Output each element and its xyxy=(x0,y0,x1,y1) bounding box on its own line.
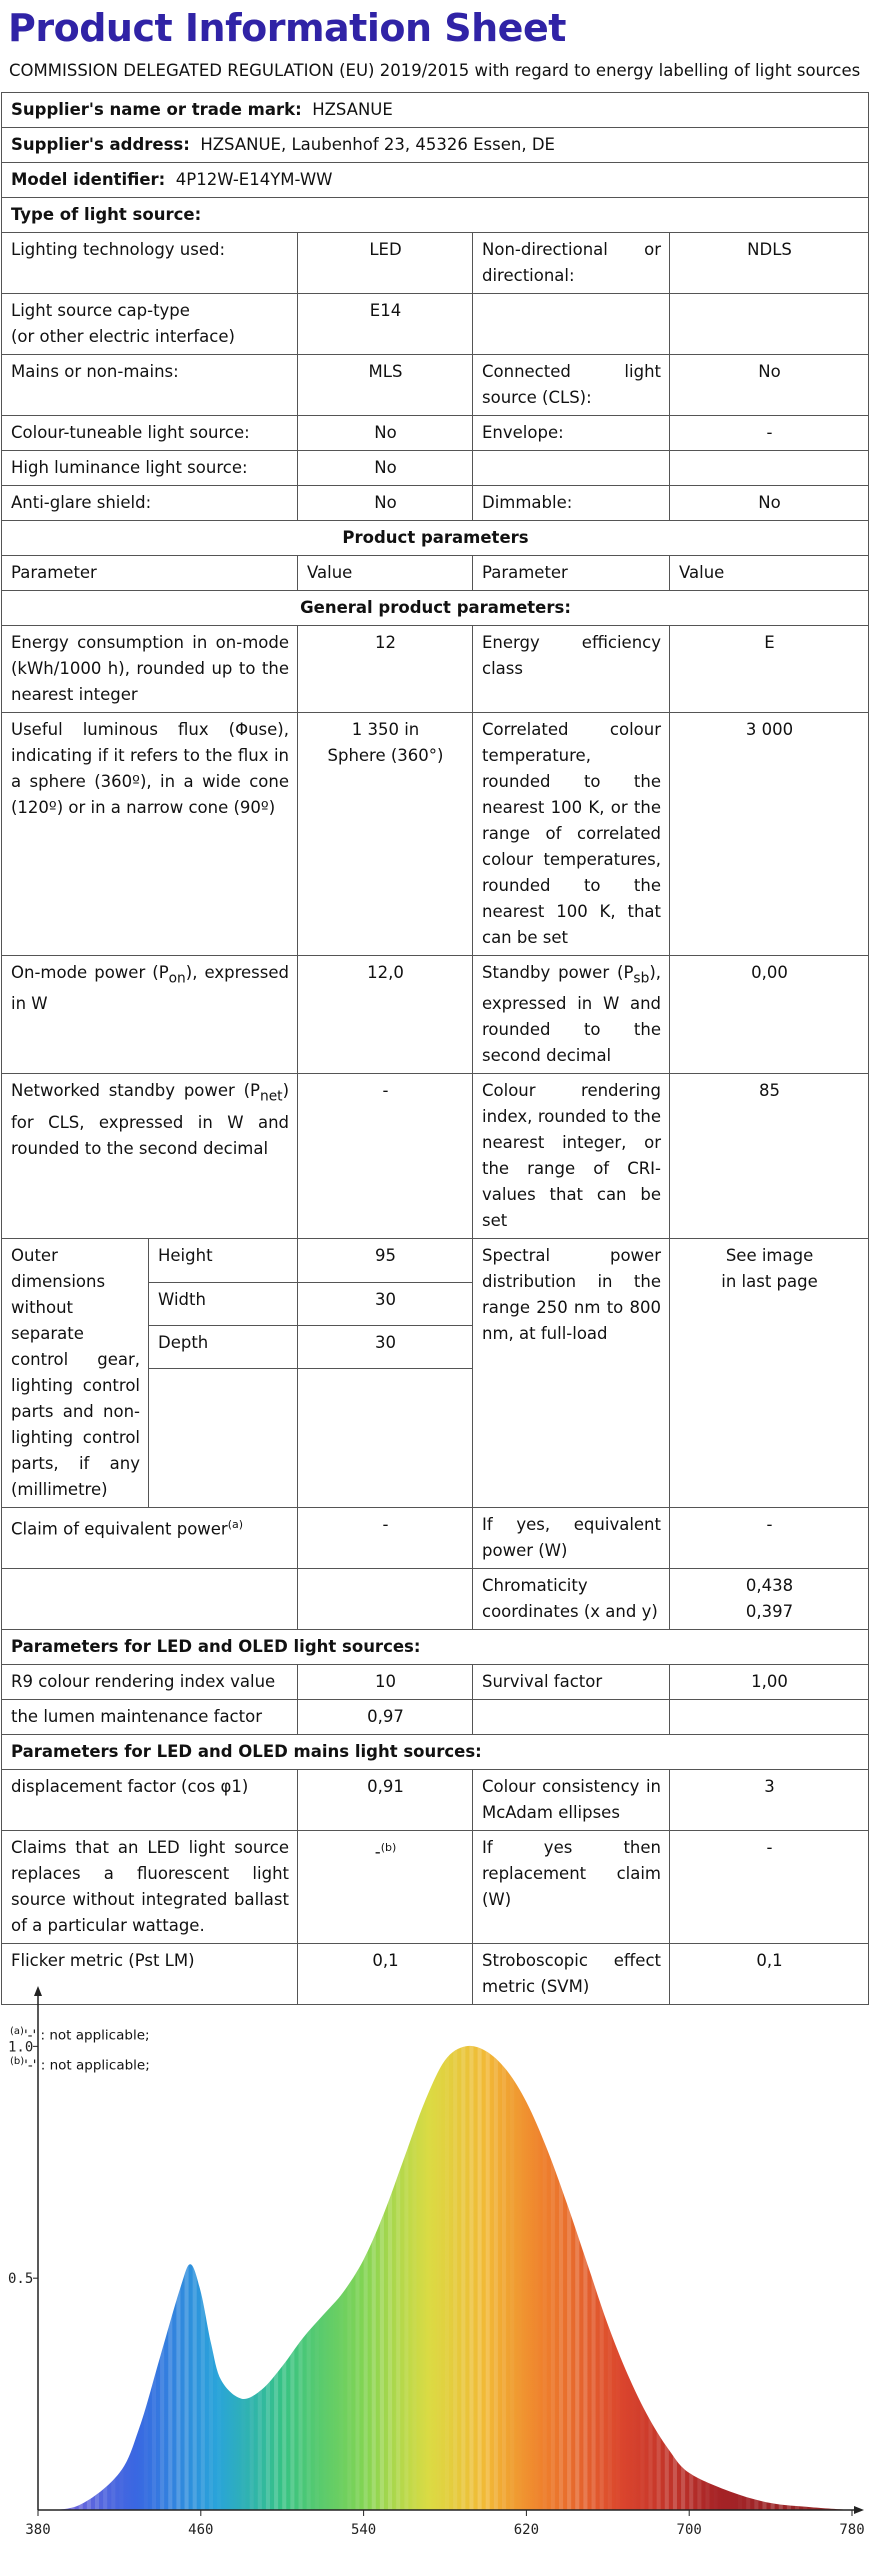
energy-value: 12 xyxy=(298,626,473,713)
spectrum-band xyxy=(779,2000,783,2510)
survival-value: 1,00 xyxy=(670,1665,869,1700)
energy-class-label: Energy efficiency class xyxy=(473,626,670,713)
page-title: Product Information Sheet xyxy=(8,6,566,50)
flicker-label: Flicker metric (Pst LM) xyxy=(2,1944,298,2005)
spectrum-band xyxy=(364,2000,368,2510)
spectrum-band xyxy=(46,2000,50,2510)
cct-value: 3 000 xyxy=(670,713,869,956)
spectrum-band xyxy=(608,2000,612,2510)
fluorescent-claim-value: -$^{(b)}$ xyxy=(298,1831,473,1944)
spectrum-band xyxy=(201,2000,205,2510)
spectrum-band xyxy=(689,2000,693,2510)
spectrum-band xyxy=(274,2000,278,2510)
spectrum-band xyxy=(152,2000,156,2510)
spectrum-band xyxy=(592,2000,596,2510)
spectrum-band xyxy=(697,2000,701,2510)
spectrum-band xyxy=(437,2000,441,2510)
envelope-value: - xyxy=(670,416,869,451)
equivalent-power-label: Claim of equivalent power$^{(a)}$ xyxy=(2,1508,298,1569)
spectrum-band xyxy=(445,2000,449,2510)
spectrum-band xyxy=(95,2000,99,2510)
type-row xyxy=(2,451,869,486)
tech-label: Lighting technology used: xyxy=(2,233,298,294)
r9-value: 10 xyxy=(298,1665,473,1700)
tuneable-value: No xyxy=(298,416,473,451)
column-header-row xyxy=(2,556,869,591)
spectrum-band xyxy=(632,2000,636,2510)
page-subtitle: COMMISSION DELEGATED REGULATION (EU) 2019/2015 with regard to energy labelling of light sources xyxy=(9,61,861,80)
energy-class-value: E xyxy=(670,626,869,713)
spectrum-band xyxy=(250,2000,254,2510)
spd-value-sub: in last page xyxy=(721,1272,818,1292)
on-mode-power-label: On-mode power $(P_{on})$, expressed in W xyxy=(2,956,298,1074)
dimmable-value: No xyxy=(670,486,869,521)
cri-value: 85 xyxy=(670,1074,869,1239)
height-label: Height xyxy=(149,1239,298,1282)
spectrum-band xyxy=(396,2000,400,2510)
spectrum-band xyxy=(266,2000,270,2510)
spectrum-band xyxy=(787,2000,791,2510)
spectrum-band xyxy=(575,2000,579,2510)
param-row xyxy=(2,1665,869,1700)
spectrum-band xyxy=(616,2000,620,2510)
y-tick-label: 0.5 xyxy=(8,2271,34,2288)
param-row xyxy=(2,956,869,1074)
spectrum-band xyxy=(640,2000,644,2510)
spectral-distribution-chart xyxy=(0,1960,869,2560)
spectrum-band xyxy=(844,2000,848,2510)
supplier-name-label: Supplier's name or trade mark: xyxy=(11,100,302,119)
spectrum-band xyxy=(331,2000,335,2510)
spectrum-band xyxy=(144,2000,148,2510)
spectrum-band xyxy=(404,2000,408,2510)
spectrum-band xyxy=(282,2000,286,2510)
spectrum-band xyxy=(819,2000,823,2510)
spectrum-band xyxy=(339,2000,343,2510)
led-header-row xyxy=(2,1630,869,1665)
spectrum-band xyxy=(71,2000,75,2510)
mains-value: MLS xyxy=(298,355,473,416)
spectrum-band xyxy=(307,2000,311,2510)
standby-power-label: Standby power $(P_{sb})$, expressed in W and rounded to the second decimal xyxy=(473,956,670,1074)
dir-label: Non-directional or directional: xyxy=(473,233,670,294)
product-info-table xyxy=(1,92,869,2005)
col-parameter-2: Parameter xyxy=(473,556,670,591)
type-row xyxy=(2,233,869,294)
tech-value: LED xyxy=(298,233,473,294)
spectrum-band xyxy=(372,2000,376,2510)
chromaticity-label: Chromaticity coordinates (x and y) xyxy=(473,1569,670,1630)
spectrum-band xyxy=(421,2000,425,2510)
spectrum-band xyxy=(469,2000,473,2510)
dir-value: NDLS xyxy=(670,233,869,294)
spectrum-band xyxy=(657,2000,661,2510)
high-luminance-value: No xyxy=(298,451,473,486)
cls-label: Connected light source (CLS): xyxy=(473,355,670,416)
x-axis-arrow xyxy=(854,2506,864,2514)
col-value-1: Value xyxy=(298,556,473,591)
flux-value-sub: Sphere (360°) xyxy=(327,746,444,765)
spectrum-band xyxy=(461,2000,465,2510)
spectrum-band xyxy=(323,2000,327,2510)
spd-label: Spectral power distribution in the range 250 nm to 800 nm, at full-load xyxy=(473,1239,670,1508)
spectrum-band xyxy=(217,2000,221,2510)
spectrum-band xyxy=(225,2000,229,2510)
supplier-name-value: HZSANUE xyxy=(312,100,393,119)
spectrum-band xyxy=(347,2000,351,2510)
x-tick-label: 540 xyxy=(350,2522,377,2538)
r9-label: R9 colour rendering index value xyxy=(2,1665,298,1700)
spectrum-band xyxy=(388,2000,392,2510)
spectrum-band xyxy=(828,2000,832,2510)
spectrum-band xyxy=(111,2000,115,2510)
spectrum-band xyxy=(567,2000,571,2510)
cct-label: Correlated colour temperature, rounded to the nearest 100 K, or the range of correlated colour temperatures, rounded to the nearest 100 K, that can be set xyxy=(473,713,670,956)
spectrum-band xyxy=(380,2000,384,2510)
spectrum-band xyxy=(518,2000,522,2510)
product-params-header-row xyxy=(2,521,869,556)
y-tick-label: 1.0 xyxy=(8,2039,34,2056)
param-row xyxy=(2,713,869,956)
equivalent-power-value: - xyxy=(298,1508,473,1569)
lumen-maintenance-label: the lumen maintenance factor xyxy=(2,1700,298,1735)
stroboscopic-value: 0,1 xyxy=(670,1944,869,2005)
param-row xyxy=(2,1569,869,1630)
replacement-claim-value: - xyxy=(670,1831,869,1944)
spectrum-band xyxy=(836,2000,840,2510)
spectrum-band xyxy=(62,2000,66,2510)
anti-glare-label: Anti-glare shield: xyxy=(2,486,298,521)
anti-glare-value: No xyxy=(298,486,473,521)
param-row xyxy=(2,1770,869,1831)
cap-value: E14 xyxy=(298,294,473,355)
spectrum-band xyxy=(681,2000,685,2510)
flux-label: Useful luminous flux (Φuse), indicating if it refers to the flux in a sphere (360º), in a wide cone (120º) or in a narrow cone (90º) xyxy=(2,713,298,956)
spectrum-band xyxy=(290,2000,294,2510)
spectrum-band xyxy=(478,2000,482,2510)
spectrum-band xyxy=(79,2000,83,2510)
equivalent-power-w-label: If yes, equivalent power (W) xyxy=(473,1508,670,1569)
x-tick-label: 700 xyxy=(676,2522,702,2538)
param-row xyxy=(2,1239,869,1282)
spectrum-band xyxy=(193,2000,197,2510)
supplier-address-value: HZSANUE, Laubenhof 23, 45326 Essen, DE xyxy=(200,135,555,154)
model-row xyxy=(2,163,869,198)
type-row xyxy=(2,416,869,451)
x-tick-label: 620 xyxy=(513,2522,540,2538)
envelope-label: Envelope: xyxy=(473,416,670,451)
tuneable-label: Colour-tuneable light source: xyxy=(2,416,298,451)
mains-header-row xyxy=(2,1735,869,1770)
spectrum-band xyxy=(811,2000,815,2510)
spectrum-band xyxy=(795,2000,799,2510)
general-params-header: General product parameters: xyxy=(2,591,869,626)
depth-value: 30 xyxy=(298,1325,473,1368)
spectrum-band xyxy=(600,2000,604,2510)
supplier-address-row xyxy=(2,128,869,163)
cap-label: Light source cap-type xyxy=(11,301,190,320)
spectrum-band xyxy=(771,2000,775,2510)
height-value: 95 xyxy=(298,1239,473,1282)
spectrum-band xyxy=(583,2000,587,2510)
spectrum-band xyxy=(673,2000,677,2510)
displacement-value: 0,91 xyxy=(298,1770,473,1831)
spectrum-band xyxy=(543,2000,547,2510)
general-header-row xyxy=(2,591,869,626)
mcadam-label: Colour consistency in McAdam ellipses xyxy=(473,1770,670,1831)
spectrum-band xyxy=(494,2000,498,2510)
spectrum-band xyxy=(762,2000,766,2510)
x-tick-label: 780 xyxy=(839,2522,865,2538)
spectrum-band xyxy=(412,2000,416,2510)
x-tick-label: 460 xyxy=(188,2522,214,2538)
footnote: $^{(a)}$'-' : not applicable; xyxy=(10,2026,150,2044)
col-value-2: Value xyxy=(670,556,869,591)
chromaticity-x: 0,438 xyxy=(745,1576,794,1596)
param-row xyxy=(2,1074,869,1239)
supplier-address-label: Supplier's address: xyxy=(11,135,190,154)
depth-label: Depth xyxy=(149,1325,298,1368)
spectrum-band xyxy=(185,2000,189,2510)
spectrum-band xyxy=(551,2000,555,2510)
flux-value: 1 350 in xyxy=(351,720,420,739)
on-mode-power-value: 12,0 xyxy=(298,956,473,1074)
spectrum-band xyxy=(103,2000,107,2510)
model-label: Model identifier: xyxy=(11,170,166,189)
param-row xyxy=(2,626,869,713)
type-header-row xyxy=(2,198,869,233)
cri-label: Colour rendering index, rounded to the nearest integer, or the range of CRI-values that can be set xyxy=(473,1074,670,1239)
supplier-name-row xyxy=(2,93,869,128)
spectrum-band xyxy=(754,2000,758,2510)
spectrum-band xyxy=(486,2000,490,2510)
param-row xyxy=(2,1508,869,1569)
spectrum-band xyxy=(510,2000,514,2510)
footnote: $^{(b)}$'-' : not applicable; xyxy=(10,2055,150,2074)
type-row xyxy=(2,355,869,416)
replacement-claim-label: If yes then replacement claim (W) xyxy=(473,1831,670,1944)
spectrum-band xyxy=(315,2000,319,2510)
spectrum-band xyxy=(168,2000,172,2510)
networked-standby-value: - xyxy=(298,1074,473,1239)
dimensions-label: Outer dimensions without separate control gear, lighting control parts and non-lighting control parts, if any (millimetre) xyxy=(2,1239,149,1508)
spectrum-band xyxy=(730,2000,734,2510)
dimmable-label: Dimmable: xyxy=(473,486,670,521)
energy-label: Energy consumption in on-mode (kWh/1000 h), rounded up to the nearest integer xyxy=(2,626,298,713)
spectrum-band xyxy=(803,2000,807,2510)
spectrum-band xyxy=(87,2000,91,2510)
product-params-header: Product parameters xyxy=(2,521,869,556)
type-row xyxy=(2,486,869,521)
model-value: 4P12W-E14YM-WW xyxy=(175,170,333,189)
spectrum-band xyxy=(705,2000,709,2510)
flicker-value: 0,1 xyxy=(298,1944,473,2005)
spectrum-band xyxy=(242,2000,246,2510)
spectrum-band xyxy=(502,2000,506,2510)
equivalent-power-w-value: - xyxy=(670,1508,869,1569)
width-value: 30 xyxy=(298,1282,473,1325)
spectrum-band xyxy=(722,2000,726,2510)
width-label: Width xyxy=(149,1282,298,1325)
spectrum-band xyxy=(136,2000,140,2510)
type-row xyxy=(2,294,869,355)
col-parameter-1: Parameter xyxy=(2,556,298,591)
spectrum-band xyxy=(453,2000,457,2510)
spectrum-band xyxy=(298,2000,302,2510)
spectrum-band xyxy=(258,2000,262,2510)
networked-standby-label: Networked standby power $(P_{net})$ for CLS, expressed in W and rounded to the second decimal xyxy=(2,1074,298,1239)
spectrum-band xyxy=(176,2000,180,2510)
spectrum-band xyxy=(233,2000,237,2510)
spectrum-band xyxy=(160,2000,164,2510)
spectrum-band xyxy=(665,2000,669,2510)
chromaticity-y: 0,397 xyxy=(745,1602,794,1622)
y-axis-arrow xyxy=(34,1986,42,1996)
spectrum-band xyxy=(559,2000,563,2510)
spectrum-band xyxy=(355,2000,359,2510)
cap-label-sub: (or other electric interface) xyxy=(11,327,235,346)
cls-value: No xyxy=(670,355,869,416)
spectrum-band xyxy=(119,2000,123,2510)
spectrum-band xyxy=(738,2000,742,2510)
x-tick-label: 380 xyxy=(25,2522,51,2538)
spd-value: See image xyxy=(725,1246,814,1266)
mains-params-header: Parameters for LED and OLED mains light sources: xyxy=(2,1735,869,1770)
param-row xyxy=(2,1831,869,1944)
high-luminance-label: High luminance light source: xyxy=(2,451,298,486)
survival-label: Survival factor xyxy=(473,1665,670,1700)
stroboscopic-label: Stroboscopic effect metric (SVM) xyxy=(473,1944,670,2005)
fluorescent-claim-label: Claims that an LED light source replaces a fluorescent light source without integrated ballast of a particular wattage. xyxy=(2,1831,298,1944)
displacement-label: displacement factor (cos φ1) xyxy=(2,1770,298,1831)
spectrum-band xyxy=(649,2000,653,2510)
spectrum-band xyxy=(54,2000,58,2510)
spectrum-band xyxy=(746,2000,750,2510)
spectrum-band xyxy=(128,2000,132,2510)
spectrum-band xyxy=(535,2000,539,2510)
type-header: Type of light source: xyxy=(2,198,869,233)
mcadam-value: 3 xyxy=(670,1770,869,1831)
spectrum-band xyxy=(209,2000,213,2510)
mains-label: Mains or non-mains: xyxy=(2,355,298,416)
lumen-maintenance-value: 0,97 xyxy=(298,1700,473,1735)
standby-power-value: 0,00 xyxy=(670,956,869,1074)
led-params-header: Parameters for LED and OLED light sources: xyxy=(2,1630,869,1665)
spectrum-band xyxy=(714,2000,718,2510)
param-row xyxy=(2,1700,869,1735)
